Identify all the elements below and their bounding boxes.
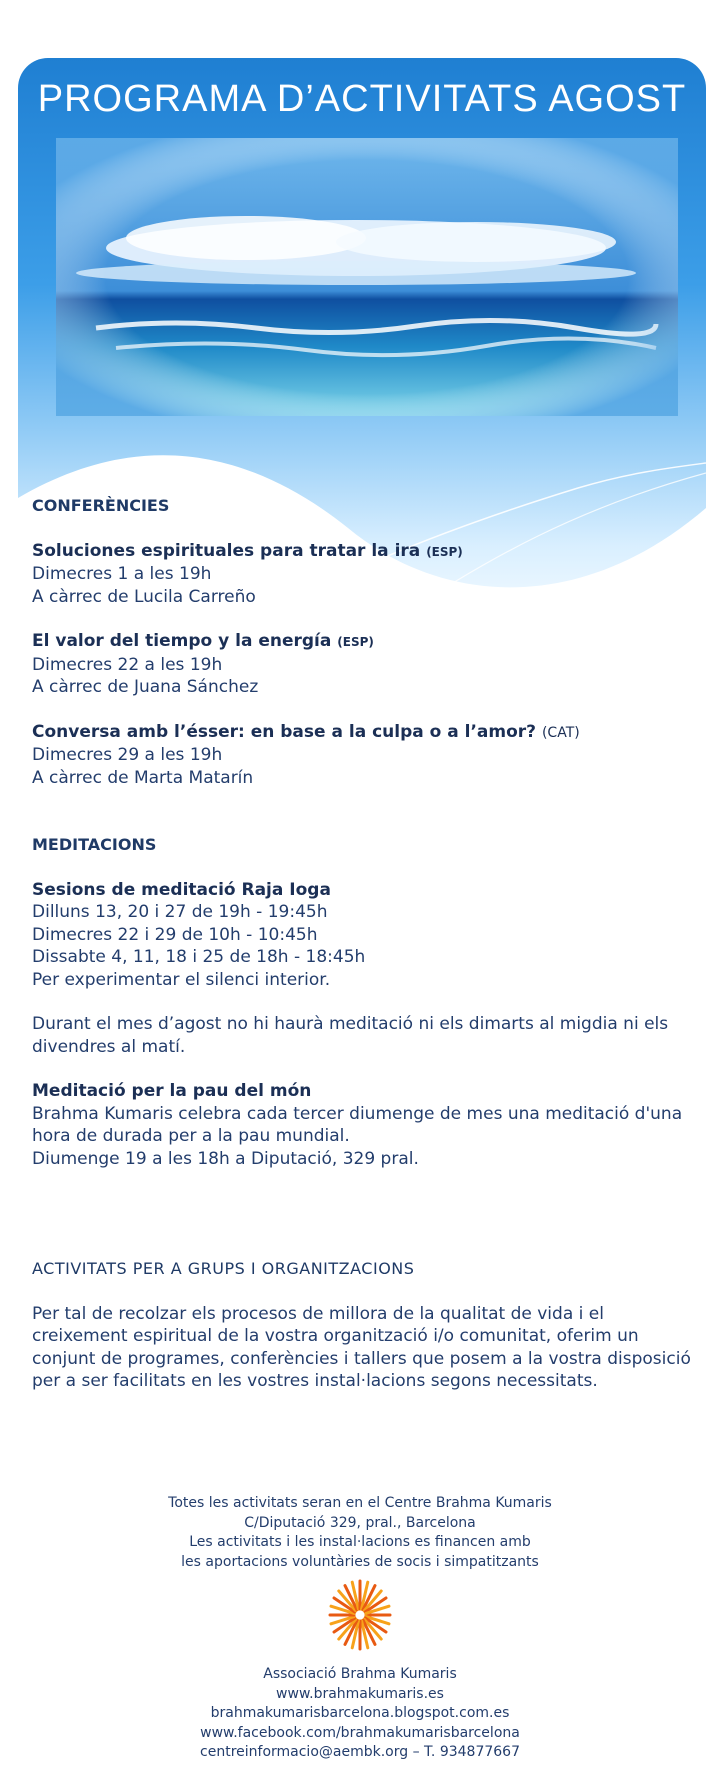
language-tag: (ESP)	[337, 635, 374, 649]
schedule-line: Dimecres 22 i 29 de 10h - 10:45h	[32, 924, 318, 945]
raja-ioga-title: Sesions de meditació Raja Ioga	[32, 879, 331, 900]
conference-speaker: A càrrec de Marta Matarín	[32, 767, 254, 788]
raja-ioga-block	[32, 879, 692, 992]
grups-text: Per tal de recolzar els procesos de millora de la qualitat de vida i el creixement espiritual de la vostra organització i/o comunitat, oferim un conjunt de programes, conferències i tallers que posem a la vostra disposició per a ser facilitats en les vostres instal·lacions segons necessitats.	[32, 1303, 691, 1391]
august-note: Durant el mes d’agost no hi haurà meditació ni els dimarts al migdia ni els divendres al matí.	[32, 1014, 669, 1057]
footer-line: C/Diputació 329, pral., Barcelona	[244, 1514, 476, 1531]
conference-item	[32, 721, 692, 790]
program-content	[32, 495, 692, 1393]
footer-line: Les activitats i les instal·lacions es financen amb	[189, 1534, 531, 1550]
org-name: Associació Brahma Kumaris	[263, 1666, 457, 1682]
grups-heading: ACTIVITATS PER A GRUPS I ORGANITZACIONS	[32, 1259, 415, 1278]
contact-email-phone[interactable]: centreinformacio@aembk.org – T. 934877667	[200, 1744, 520, 1760]
facebook-link[interactable]: www.facebook.com/brahmakumarisbarcelona	[200, 1724, 520, 1741]
conference-title: Soluciones espirituales para tratar la ira	[32, 540, 421, 561]
schedule-line: Dissabte 4, 11, 18 i 25 de 18h - 18:45h	[32, 947, 366, 967]
sun-burst-icon	[325, 1575, 395, 1655]
schedule-line: Per experimentar el silenci interior.	[32, 969, 331, 990]
footer-info	[0, 1494, 720, 1572]
conference-item	[32, 540, 692, 609]
page-title: PROGRAMA D’ACTIVITATS AGOST	[37, 78, 687, 120]
meditacions-heading: MEDITACIONS	[32, 835, 157, 854]
conference-title: El valor del tiempo y la energía	[32, 631, 332, 651]
conferencies-heading: CONFERÈNCIES	[32, 496, 170, 515]
conference-speaker: A càrrec de Juana Sánchez	[32, 677, 259, 697]
conference-item	[32, 630, 692, 699]
language-tag: (ESP)	[426, 544, 463, 559]
website-link[interactable]: www.brahmakumaris.es	[276, 1685, 444, 1702]
pau-title: Meditació per la pau del món	[32, 1081, 312, 1101]
conference-speaker: A càrrec de Lucila Carreño	[32, 586, 256, 607]
pau-block	[32, 1080, 692, 1170]
pau-date: Diumenge 19 a les 18h a Diputació, 329 pral.	[32, 1148, 419, 1169]
conference-date: Dimecres 29 a les 19h	[32, 745, 223, 765]
footer-contact	[0, 1665, 720, 1763]
footer-line: Totes les activitats seran en el Centre Brahma Kumaris	[168, 1495, 552, 1511]
footer-line: les aportacions voluntàries de socis i simpatitzants	[181, 1553, 539, 1570]
pau-text: Brahma Kumaris celebra cada tercer diumenge de mes una meditació d'una hora de durada per a la pau mundial.	[32, 1103, 683, 1146]
schedule-line: Dilluns 13, 20 i 27 de 19h - 19:45h	[32, 902, 328, 922]
conference-date: Dimecres 22 a les 19h	[32, 654, 223, 675]
conference-date: Dimecres 1 a les 19h	[32, 564, 212, 584]
conference-title: Conversa amb l’ésser: en base a la culpa o a l’amor?	[32, 721, 537, 742]
language-tag: (CAT)	[541, 724, 580, 741]
blog-link[interactable]: brahmakumarisbarcelona.blogspot.com.es	[210, 1705, 510, 1721]
